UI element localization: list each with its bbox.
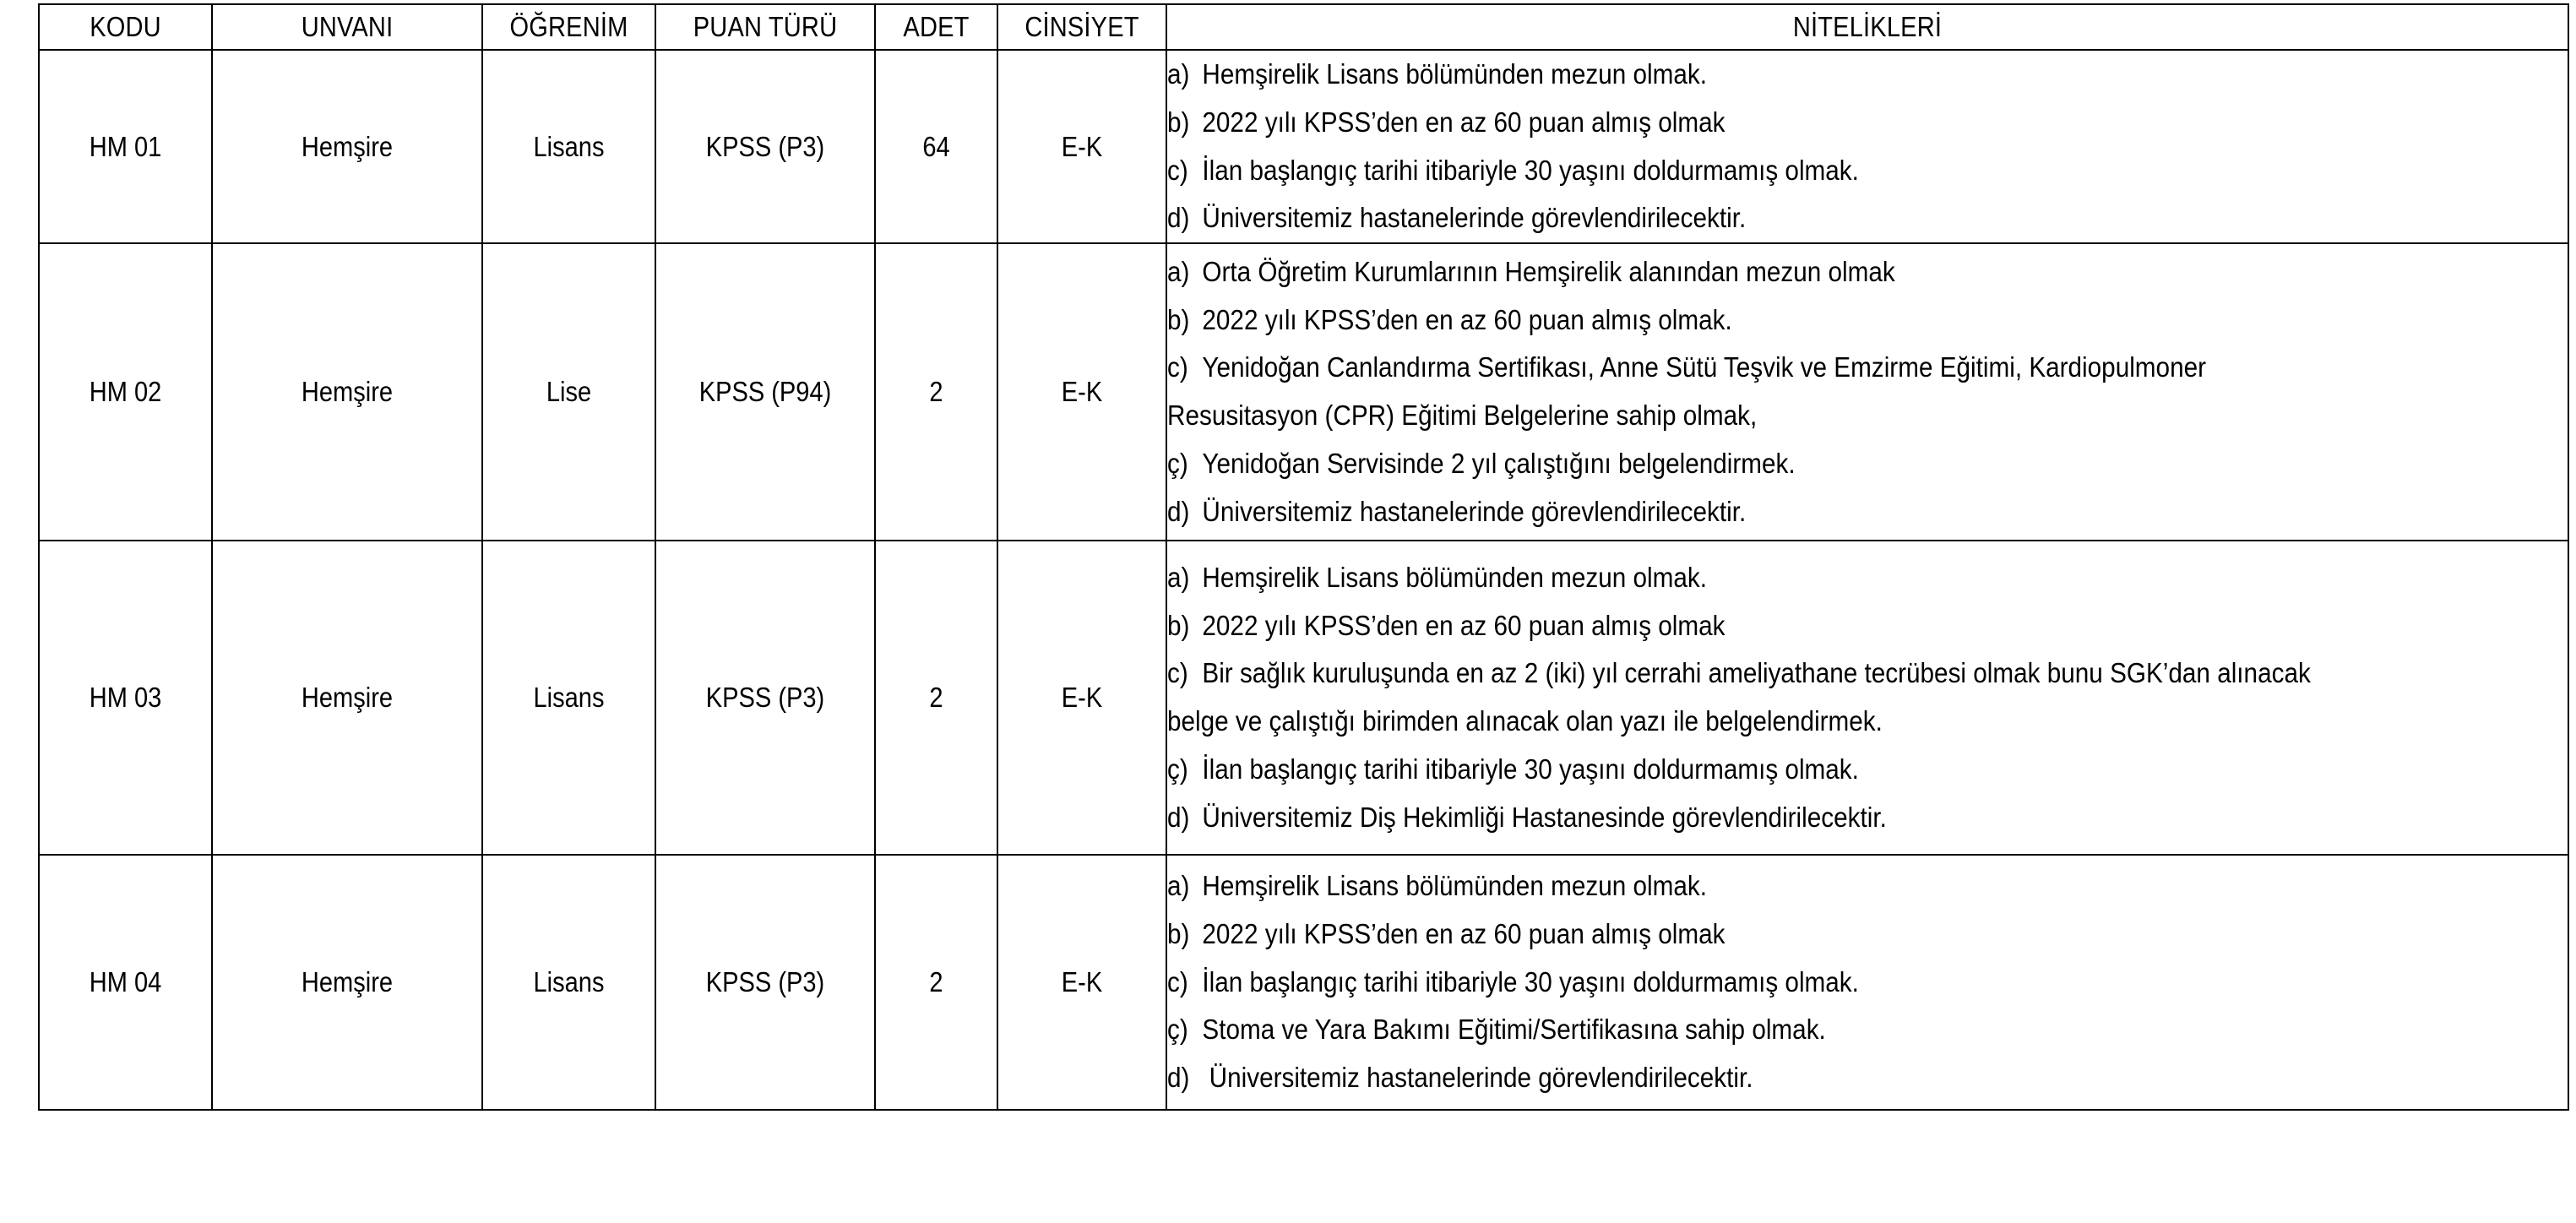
table-row [39,541,2568,855]
qualification-line [1167,296,1732,345]
cell-nitelikleri [1166,855,2568,1110]
qualification-marker: c) [1167,965,1188,997]
qualification-line [1167,248,1895,296]
qualification-marker: c) [1167,657,1188,689]
qualification-line [1167,440,1796,488]
qualification-line [1167,554,1707,602]
qualification-line [1167,794,1887,842]
cell-unvani-value: Hemşire [301,376,394,407]
column-header-nitelikleri [1166,4,2568,50]
qualification-text: belge ve çalıştığı birimden alınacak olan yazı ile belgelendirmek. [1167,705,1883,737]
qualification-line [1167,147,1859,195]
cell-unvani [212,855,482,1110]
qualification-line [1167,650,2311,698]
qualification-text: Yenidoğan Canlandırma Sertifikası, Anne Sütü Teşvik ve Emzirme Eğitimi, Kardiopulmoner [1202,351,2207,383]
qualification-text: İlan başlangıç tarihi itibariyle 30 yaşını doldurmamış olmak. [1202,154,1859,186]
column-header-puan-turu [655,4,875,50]
qualification-text: Üniversitemiz hastanelerinde görevlendirilecektir. [1202,202,1747,234]
qualification-text: Hemşirelik Lisans bölümünden mezun olmak. [1202,870,1707,902]
cell-adet [875,50,997,243]
qualification-item [1167,99,2568,147]
cell-puan-turu [655,50,875,243]
cell-puan-turu [655,855,875,1110]
cell-ogrenim-value: Lise [546,376,592,407]
qualification-marker: b) [1167,106,1190,138]
qualification-text: Stoma ve Yara Bakımı Eğitimi/Sertifikasına sahip olmak. [1202,1014,1826,1046]
qualification-line [1167,1006,1826,1054]
qualification-line [1167,392,1757,440]
qualification-text: Hemşirelik Lisans bölümünden mezun olmak. [1202,58,1707,90]
qualification-list [1167,554,2568,842]
cell-adet [875,243,997,541]
qualification-item [1167,746,2568,794]
qualification-marker: a) [1167,255,1190,287]
qualification-text: Üniversitemiz hastanelerinde görevlendirilecektir. [1202,495,1747,527]
cell-unvani [212,243,482,541]
qualification-text: Orta Öğretim Kurumlarının Hemşirelik alanından mezun olmak [1202,255,1895,287]
qualification-marker: d) [1167,202,1190,234]
qualification-item [1167,862,2568,910]
qualification-text: 2022 yılı KPSS’den en az 60 puan almış olmak [1202,106,1725,138]
cell-kodu [39,541,212,855]
qualification-marker: a) [1167,561,1190,593]
cell-adet [875,855,997,1110]
column-header-cinsiyet [997,4,1166,50]
cell-ogrenim [482,243,655,541]
qualification-item [1167,959,2568,1007]
qualification-marker: d) [1167,1062,1190,1094]
qualification-line [1167,194,1746,242]
listing-table-container [38,3,2568,1111]
qualification-text: 2022 yılı KPSS’den en az 60 puan almış olmak [1202,917,1725,949]
column-header-puan-turu-label: PUAN TÜRÜ [693,11,838,42]
qualification-line [1167,602,1725,650]
cell-ogrenim [482,541,655,855]
cell-kodu [39,855,212,1110]
cell-ogrenim-value: Lisans [533,966,605,997]
cell-cinsiyet [997,50,1166,243]
table-body [39,50,2568,1110]
cell-kodu-value: HM 01 [89,130,162,162]
qualification-line [1167,99,1725,147]
positions-table [38,3,2569,1111]
qualification-line [1167,910,1725,959]
qualification-marker: b) [1167,303,1190,335]
qualification-marker: c) [1167,154,1188,186]
cell-cinsiyet [997,243,1166,541]
cell-unvani [212,541,482,855]
qualification-list [1167,248,2568,536]
qualification-item [1167,1006,2568,1054]
qualification-item [1167,248,2568,296]
cell-puan-turu-value: KPSS (P3) [705,966,825,997]
qualification-text: Üniversitemiz Diş Hekimliği Hastanesinde görevlendirilecektir. [1202,801,1887,833]
cell-ogrenim-value: Lisans [533,682,605,713]
qualification-item [1167,147,2568,195]
qualification-list [1167,862,2568,1102]
qualification-item [1167,650,2568,698]
column-header-adet-label: ADET [903,11,970,42]
cell-cinsiyet-value: E-K [1061,130,1103,162]
qualification-continuation-line [1167,698,2568,746]
qualification-item [1167,440,2568,488]
cell-cinsiyet-value: E-K [1061,966,1103,997]
qualification-item [1167,602,2568,650]
cell-puan-turu-value: KPSS (P94) [698,376,832,407]
qualification-line [1167,959,1859,1007]
cell-ogrenim-value: Lisans [533,130,605,162]
qualification-line [1167,862,1707,910]
qualification-marker: ç) [1167,1014,1188,1046]
qualification-continuation-line [1167,392,2568,440]
qualification-text: Yenidoğan Servisinde 2 yıl çalıştığını belgelendirmek. [1202,447,1796,479]
cell-cinsiyet-value: E-K [1061,682,1103,713]
cell-kodu-value: HM 04 [89,966,162,997]
cell-adet-value: 2 [929,682,943,713]
qualification-marker: d) [1167,801,1190,833]
qualification-text: Üniversitemiz hastanelerinde görevlendirilecektir. [1202,1062,1753,1094]
cell-ogrenim [482,50,655,243]
cell-adet [875,541,997,855]
cell-ogrenim [482,855,655,1110]
column-header-unvani-label: UNVANI [301,11,394,42]
qualification-item [1167,296,2568,345]
qualification-text: İlan başlangıç tarihi itibariyle 30 yaşını doldurmamış olmak. [1202,753,1859,785]
column-header-ogrenim-label: ÖĞRENİM [509,11,628,42]
qualification-text: 2022 yılı KPSS’den en az 60 puan almış olmak. [1202,303,1732,335]
cell-unvani-value: Hemşire [301,130,394,162]
cell-adet-value: 2 [929,966,943,997]
cell-kodu [39,243,212,541]
qualification-item [1167,554,2568,602]
cell-kodu-value: HM 03 [89,682,162,713]
cell-unvani-value: Hemşire [301,966,394,997]
cell-kodu-value: HM 02 [89,376,162,407]
qualification-list [1167,51,2568,242]
qualification-text: 2022 yılı KPSS’den en az 60 puan almış olmak [1202,609,1725,641]
qualification-line [1167,746,1859,794]
qualification-text: Hemşirelik Lisans bölümünden mezun olmak. [1202,561,1707,593]
qualification-item [1167,794,2568,842]
qualification-item [1167,51,2568,99]
qualification-text: İlan başlangıç tarihi itibariyle 30 yaşını doldurmamış olmak. [1202,965,1859,997]
cell-puan-turu-value: KPSS (P3) [705,682,825,713]
column-header-nitelikleri-label: NİTELİKLERİ [1792,11,1943,42]
cell-unvani [212,50,482,243]
qualification-marker: a) [1167,870,1190,902]
table-row [39,50,2568,243]
table-header-row [39,4,2568,50]
column-header-unvani [212,4,482,50]
qualification-marker: ç) [1167,753,1188,785]
table-row [39,243,2568,541]
column-header-ogrenim [482,4,655,50]
cell-puan-turu [655,541,875,855]
table-header [39,4,2568,50]
column-header-kodu [39,4,212,50]
column-header-adet [875,4,997,50]
qualification-item [1167,344,2568,392]
qualification-item [1167,194,2568,242]
column-header-cinsiyet-label: CİNSİYET [1024,11,1139,42]
table-row [39,855,2568,1110]
cell-unvani-value: Hemşire [301,682,394,713]
qualification-marker: c) [1167,351,1188,383]
cell-nitelikleri [1166,541,2568,855]
qualification-item [1167,488,2568,536]
qualification-line [1167,488,1746,536]
column-header-kodu-label: KODU [90,11,161,42]
cell-nitelikleri [1166,243,2568,541]
qualification-line [1167,51,1707,99]
cell-adet-value: 64 [922,130,950,162]
qualification-line [1167,344,2206,392]
cell-cinsiyet [997,855,1166,1110]
cell-nitelikleri [1166,50,2568,243]
qualification-text: Bir sağlık kuruluşunda en az 2 (iki) yıl cerrahi ameliyathane tecrübesi olmak bunu SGK’dan alınacak [1202,657,2311,689]
cell-kodu [39,50,212,243]
qualification-line [1167,1054,1753,1102]
cell-cinsiyet [997,541,1166,855]
cell-puan-turu [655,243,875,541]
qualification-marker: b) [1167,917,1190,949]
cell-cinsiyet-value: E-K [1061,376,1103,407]
cell-puan-turu-value: KPSS (P3) [705,130,825,162]
qualification-item [1167,1054,2568,1102]
qualification-text: Resusitasyon (CPR) Eğitimi Belgelerine sahip olmak, [1167,400,1758,431]
cell-adet-value: 2 [929,376,943,407]
qualification-item [1167,910,2568,959]
qualification-marker: b) [1167,609,1190,641]
qualification-marker: ç) [1167,447,1188,479]
qualification-marker: a) [1167,58,1190,90]
qualification-marker: d) [1167,495,1190,527]
qualification-line [1167,698,1883,746]
